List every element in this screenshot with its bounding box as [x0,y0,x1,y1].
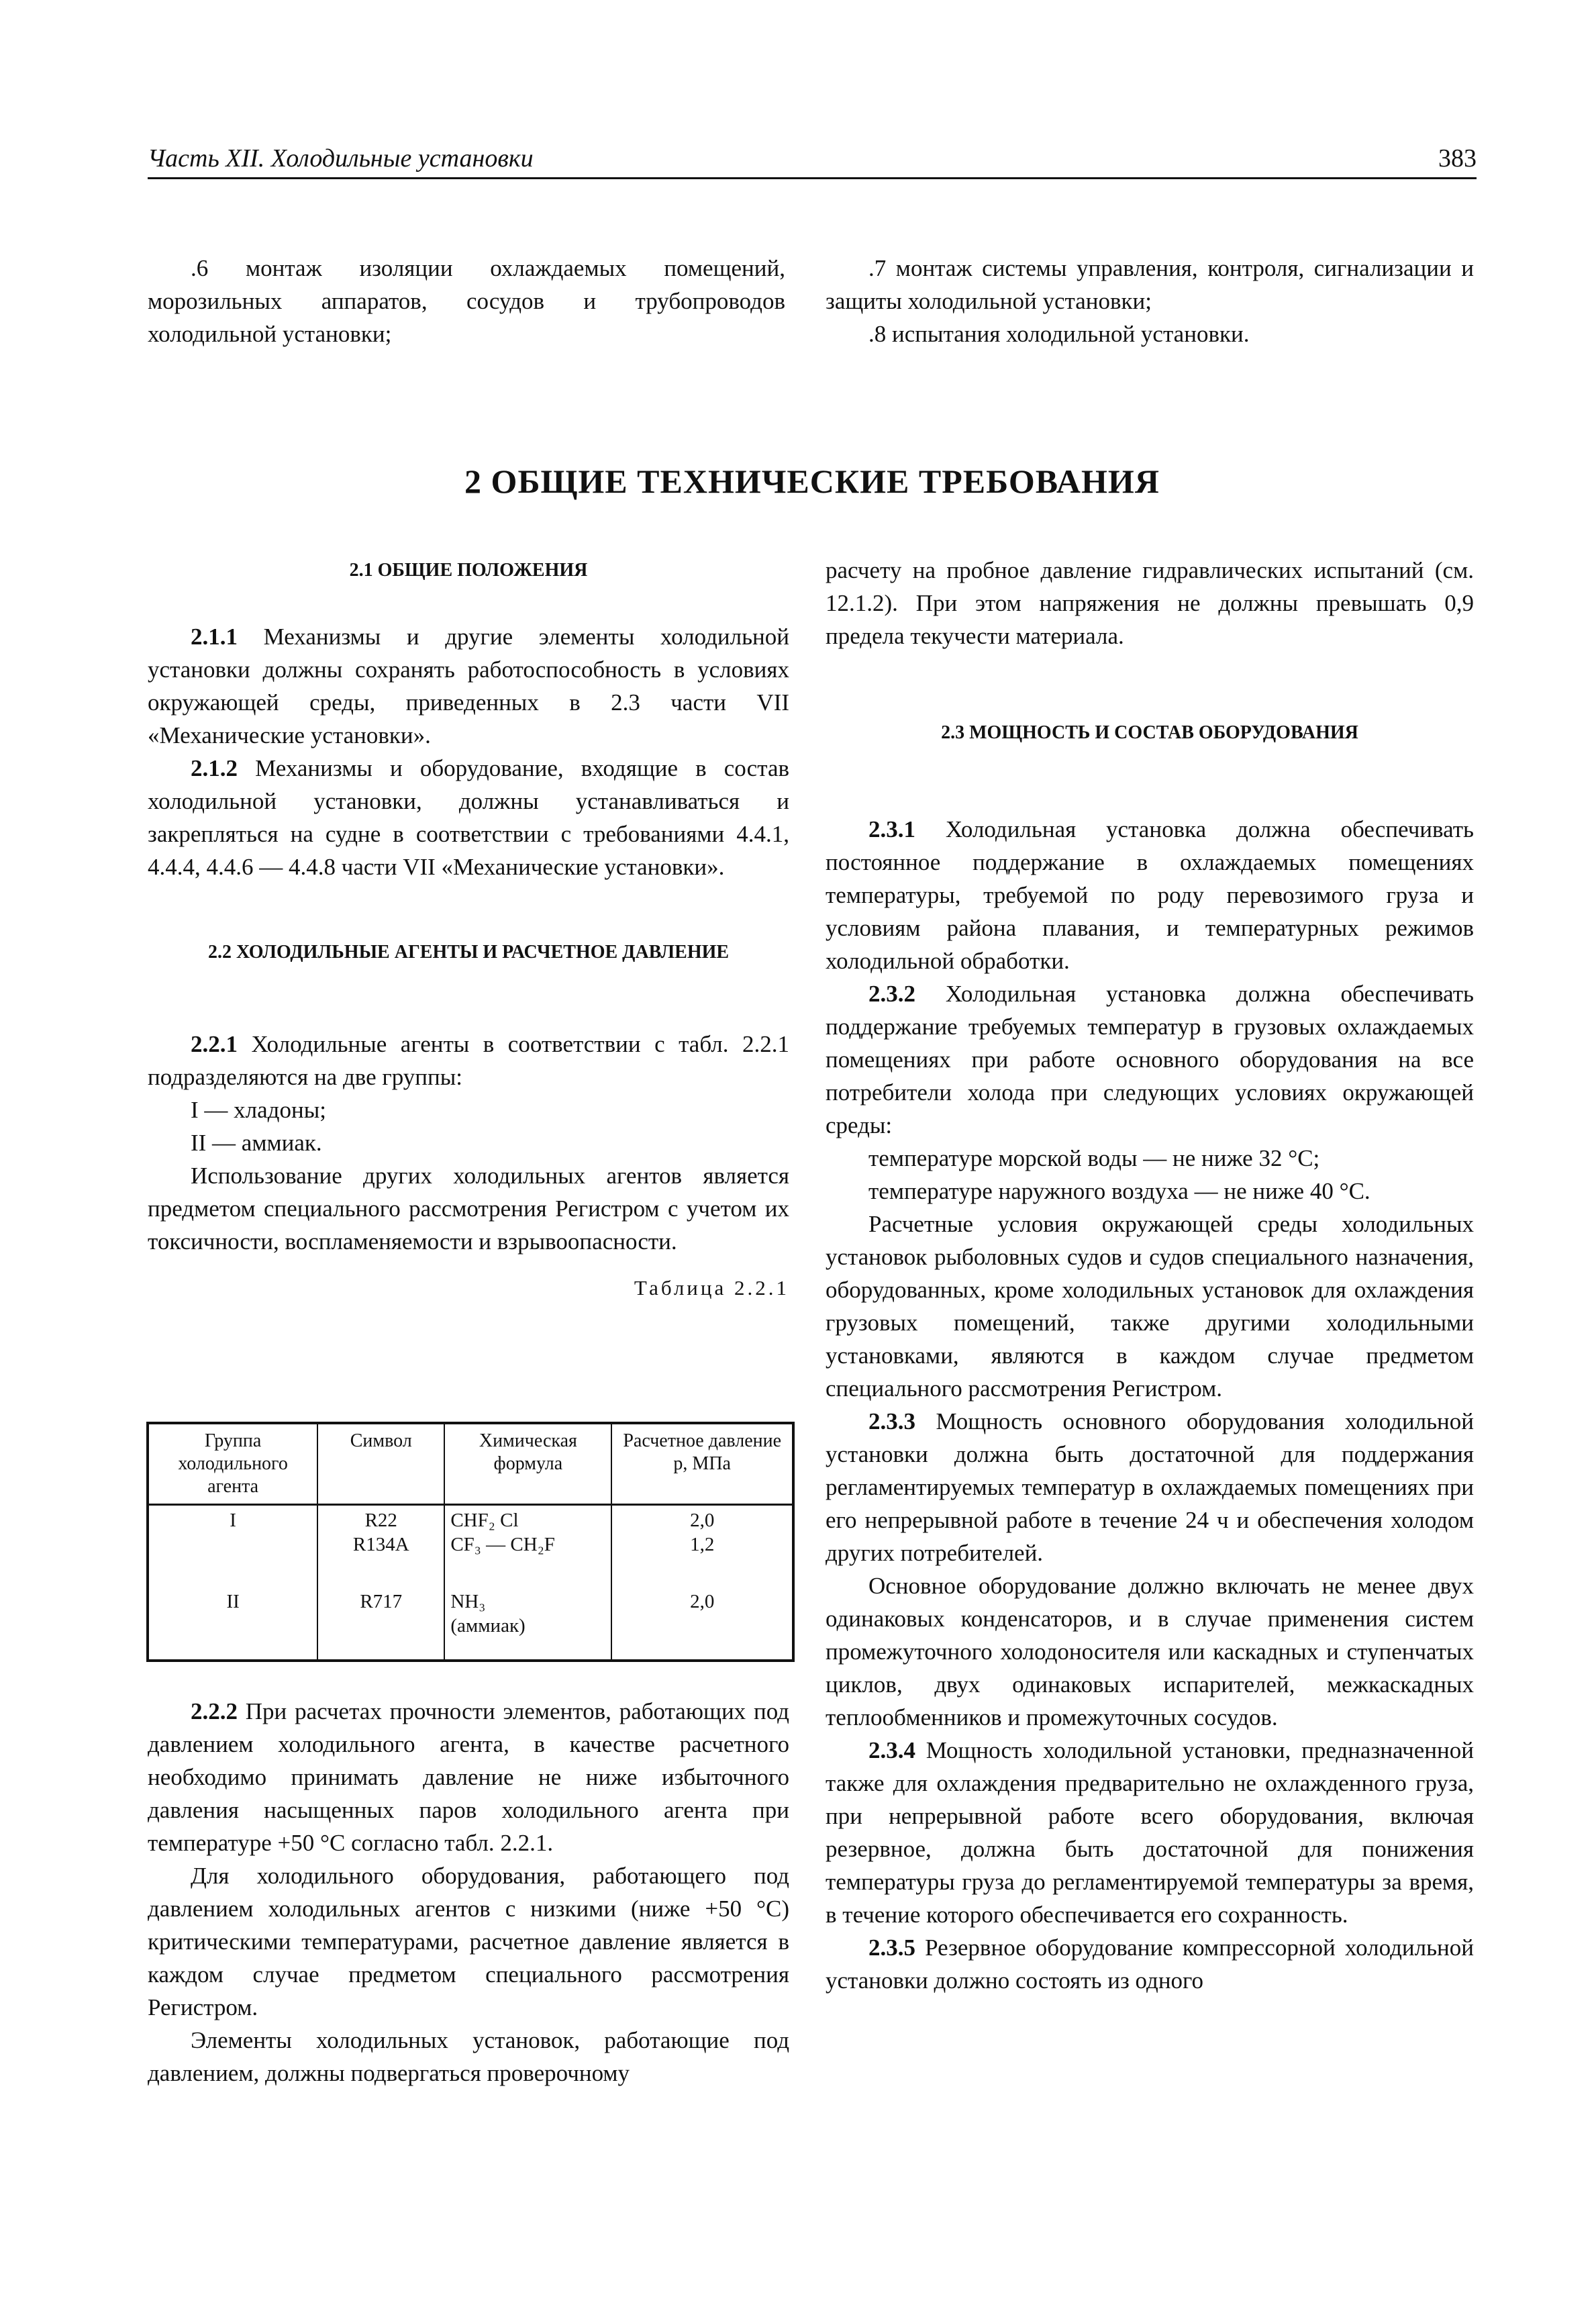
formula: NH₃ [450,1590,486,1612]
table-caption: Таблица 2.2.1 [634,1276,789,1300]
para-other-agents: Использование других холодильных агентов является предметом специального рассмотрения Регистром с учетом их токсичности, воспламеняемости и взрывоопасности. [148,1163,789,1255]
cell-symbols [317,1505,444,1587]
formula: CF₃ — CH₂F [450,1534,555,1555]
para-check-calc-cont: расчету на пробное давление гидравлических испытаний (см. 12.1.2). При этом напряжения не должны превышать 0,9 предела текучести материала. [826,557,1474,649]
cell-formulas [444,1505,611,1587]
refrigerant-table [146,1422,795,1662]
para-2-3-1-number: 2.3.1 [868,816,915,842]
para-2-1-1-text: Механизмы и другие элементы холодильной установки должны сохранять работоспособность в условиях окружающей среды, приведенных в 2.3 части VII «Механические установки». [148,624,789,748]
right-column [826,554,1474,1997]
symbol: R134A [352,1534,409,1555]
pressure: 2,0 [690,1590,715,1612]
table-row [148,1587,793,1661]
para-2-3-3 [826,1405,1474,1569]
para-2-1-2-number: 2.1.2 [191,755,238,781]
cell-group: II [148,1587,317,1661]
para-2-1-2-text: Механизмы и оборудование, входящие в состав холодильной установки, должны устанавливаться и закрепляться на судне в соответствии с требованиями 4.4.1, 4.4.4, 4.4.6 — 4.4.8 части VII «Механические установки». [148,755,789,880]
running-head [148,141,1477,179]
para-2-3-3-text: Мощность основного оборудования холодильной установки должна быть достаточной для поддержания регламентируемых температур в охлаждаемых помещениях при его непрерывной работе в течение 24 ч и обеспечения холодом других потребителей. [826,1408,1474,1566]
para-2-3-2-number: 2.3.2 [868,981,915,1007]
para-2-3-1 [826,813,1474,977]
table-header-row [148,1423,793,1505]
header-symbol: Символ [317,1423,444,1505]
group-2-item: II — аммиак. [191,1130,322,1156]
para-2-2-2-number: 2.2.2 [191,1698,238,1724]
para-2-2-1 [148,1028,789,1093]
item-6: .6 монтаж изоляции охлаждаемых помещений, морозильных аппаратов, сосудов и трубопроводов холодильной установки; [148,255,785,347]
para-2-2-2 [148,1695,789,1859]
para-2-2-2-text: При расчетах прочности элементов, работающих под давлением холодильного агента, в качестве расчетного необходимо принимать давление не ниже избыточного давления насыщенных паров холодильного агента при температуре +50 °С согласно табл. 2.2.1. [148,1698,789,1856]
top-left-block [148,252,785,350]
page-number: 383 [1438,144,1477,173]
para-check-calc: Элементы холодильных установок, работающие под давлением, должны подвергаться проверочному [148,2027,789,2086]
para-2-3-5-number: 2.3.5 [868,1935,915,1961]
left-column [148,554,789,1304]
table-row [148,1505,793,1587]
formula: CHF₂ Cl [450,1510,519,1531]
section-2-1-heading: 2.1 ОБЩИЕ ПОЛОЖЕНИЯ [349,560,588,581]
item-7: .7 монтаж системы управления, контроля, сигнализации и защиты холодильной установки; [826,255,1474,314]
item-8: .8 испытания холодильной установки. [868,321,1250,347]
para-2-1-2 [148,752,789,883]
para-2-3-4-text: Мощность холодильной установки, предназначенной также для охлаждения предварительно не охлажденного груза, при непрерывной работе всего оборудования, включая резервное, должна быть достаточной для понижения температуры груза до регламентируемой температуры за время, в течение которого обеспечивается его сохранность. [826,1737,1474,1928]
section-2-2-heading: 2.2 ХОЛОДИЛЬНЫЕ АГЕНТЫ И РАСЧЕТНОЕ ДАВЛЕНИЕ [207,942,730,963]
para-2-3-2 [826,977,1474,1142]
header-formula: Химическая формула [444,1423,611,1505]
cell-pressures [611,1505,793,1587]
symbol: R717 [360,1590,403,1612]
header-pressure: Расчетное давление p, МПа [611,1423,793,1505]
top-right-block [826,252,1474,350]
condition-sea-water: температуре морской воды — не ниже 32 °С; [868,1145,1320,1171]
pressure: 2,0 [690,1510,715,1531]
para-2-2-1-number: 2.2.1 [191,1031,238,1057]
para-2-1-1-number: 2.1.1 [191,624,238,650]
para-2-3-5-text: Резервное оборудование компрессорной холодильной установки должно состоять из одного [826,1935,1474,1994]
para-2-3-3-number: 2.3.3 [868,1408,915,1434]
para-2-3-5 [826,1931,1474,1997]
para-2-3-4 [826,1734,1474,1931]
pressure: 1,2 [690,1534,715,1555]
para-2-3-2-text: Холодильная установка должна обеспечивать поддержание требуемых температур в грузовых охлаждаемых помещениях при работе основного оборудования на все потребители холода при следующих условиях окружающей среды: [826,981,1474,1138]
cell-formulas [444,1587,611,1661]
para-2-3-1-text: Холодильная установка должна обеспечивать постоянное поддержание в охлаждаемых помещениях температуры, требуемой по роду перевозимого груза и условиям района плавания, и температурных режимов холодильной обработки. [826,816,1474,974]
chapter-title: 2 ОБЩИЕ ТЕХНИЧЕСКИЕ ТРЕБОВАНИЯ [464,462,1160,500]
header-group: Группа холодильного агента [148,1423,317,1505]
left-column-lower [148,1695,789,2090]
condition-air: температуре наружного воздуха — не ниже 40 °С. [868,1178,1370,1204]
para-2-3-4-number: 2.3.4 [868,1737,915,1763]
cell-symbols [317,1587,444,1661]
group-1-item: I — хладоны; [191,1097,326,1123]
para-low-critical: Для холодильного оборудования, работающего под давлением холодильных агентов с низкими (ниже +50 °С) критическими температурами, расчетное давление является в каждом случае предметом специального рассмотрения Регистром. [148,1863,789,2020]
cell-pressures [611,1587,793,1661]
section-2-3-heading: 2.3 МОЩНОСТЬ И СОСТАВ ОБОРУДОВАНИЯ [941,722,1358,743]
para-design-conditions: Расчетные условия окружающей среды холодильных установок рыболовных судов и судов специального назначения, оборудованных, кроме холодильных установок для охлаждения грузовых помещений, также другими холодильными установками, являются в каждом случае предметом специального рассмотрения Регистром. [826,1211,1474,1402]
para-2-1-1 [148,620,789,752]
running-title: Часть XII. Холодильные установки [148,144,534,173]
para-main-equipment: Основное оборудование должно включать не менее двух одинаковых конденсаторов, и в случае применения систем промежуточного холодоносителя или каскадных и ступенчатых циклов, двух одинаковых испарителей, межкаскадных теплообменников и промежуточных сосудов. [826,1573,1474,1730]
symbol: R22 [364,1510,397,1531]
cell-group: I [148,1505,317,1587]
formula: (аммиак) [450,1614,526,1636]
para-2-2-1-text: Холодильные агенты в соответствии с табл. 2.2.1 подразделяются на две группы: [148,1031,789,1090]
